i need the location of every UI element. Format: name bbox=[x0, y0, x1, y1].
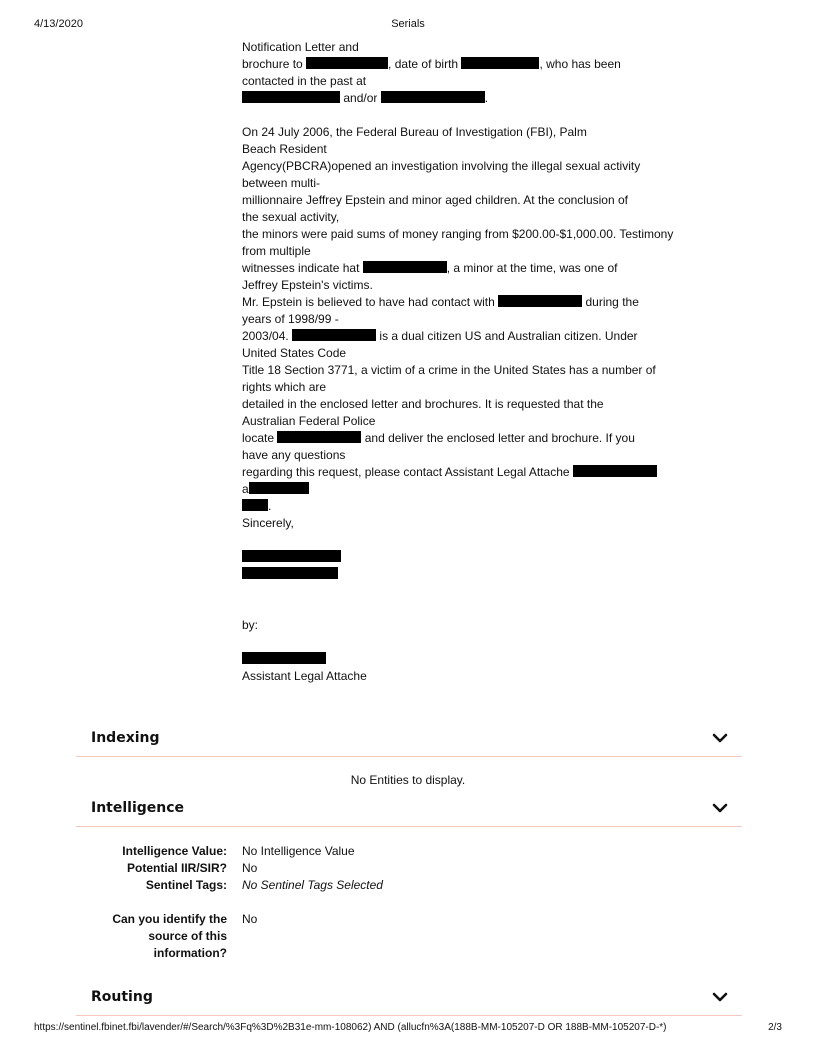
letter-line bbox=[242, 651, 682, 668]
chevron-down-icon[interactable] bbox=[712, 732, 728, 744]
potential-iir-label: Potential IIR/SIR? bbox=[126, 861, 227, 875]
letter-line: a bbox=[242, 481, 682, 498]
redaction-block bbox=[363, 261, 447, 273]
footer-url: https://sentinel.fbinet.fbi/lavender/#/Search/%3Fq%3D%2B31e-mm-108062) AND (allucfn%3A(188B-MM-105207-D OR 188B-MM-105207-D-*) bbox=[34, 1022, 667, 1033]
redaction-block bbox=[292, 329, 376, 341]
chevron-down-icon[interactable] bbox=[712, 802, 728, 814]
intelligence-title: Intelligence bbox=[91, 800, 185, 816]
chevron-down-icon[interactable] bbox=[712, 991, 728, 1003]
routing-title: Routing bbox=[91, 989, 153, 1005]
letter-line: rights which are bbox=[242, 380, 327, 394]
redaction-block bbox=[573, 465, 657, 477]
letter-line: Beach Resident bbox=[242, 142, 327, 156]
redaction-block bbox=[249, 482, 309, 494]
signature-title: Assistant Legal Attache bbox=[242, 669, 367, 683]
sentinel-tags-label: Sentinel Tags: bbox=[145, 878, 227, 892]
letter-line: detailed in the enclosed letter and brochures. It is requested that the bbox=[242, 397, 604, 411]
page-title: Serials bbox=[391, 18, 425, 30]
page-number: 2/3 bbox=[768, 1022, 782, 1033]
letter-line: years of 1998/99 - bbox=[242, 312, 339, 326]
redaction-block bbox=[461, 57, 539, 69]
letter-line: millionnaire Jeffrey Epstein and minor aged children. At the conclusion of bbox=[242, 193, 628, 207]
letter-line: between multi- bbox=[242, 176, 321, 190]
letter-line: brochure to , date of birth , who has been bbox=[242, 57, 621, 71]
intelligence-value: No Intelligence Value bbox=[242, 844, 355, 858]
letter-line: and/or . bbox=[242, 90, 682, 107]
letter-body bbox=[242, 39, 682, 685]
redaction-block bbox=[242, 567, 338, 579]
by-label: by: bbox=[242, 618, 259, 632]
letter-line: Notification Letter and bbox=[242, 40, 359, 54]
redaction-block bbox=[242, 652, 326, 664]
redaction-block bbox=[306, 57, 388, 69]
closing: Sincerely, bbox=[242, 516, 294, 530]
intelligence-value-label: Intelligence Value: bbox=[122, 844, 227, 858]
letter-line: 2003/04. is a dual citizen US and Australian citizen. Under bbox=[242, 329, 638, 343]
letter-line: contacted in the past at bbox=[242, 74, 367, 88]
letter-line: On 24 July 2006, the Federal Bureau of Investigation (FBI), Palm bbox=[242, 125, 587, 139]
redaction-block bbox=[498, 295, 582, 307]
letter-line: Australian Federal Police bbox=[242, 414, 376, 428]
letter-line: Jeffrey Epstein's victims. bbox=[242, 278, 373, 292]
letter-line: Agency(PBCRA)opened an investigation involving the illegal sexual activity bbox=[242, 159, 641, 173]
letter-line: United States Code bbox=[242, 346, 347, 360]
letter-line: witnesses indicate hat , a minor at the time, was one of bbox=[242, 261, 618, 275]
redaction-block bbox=[242, 550, 341, 562]
letter-line: Mr. Epstein is believed to have had contact with during the bbox=[242, 295, 639, 309]
source-label: information? bbox=[153, 946, 227, 960]
letter-line: the sexual activity, bbox=[242, 210, 340, 224]
source-label: Can you identify the bbox=[112, 912, 227, 926]
letter-line: from multiple bbox=[242, 244, 311, 258]
redaction-block bbox=[277, 431, 361, 443]
redaction-block bbox=[242, 91, 340, 103]
sentinel-tags-value: No Sentinel Tags Selected bbox=[242, 878, 383, 892]
source-label: source of this bbox=[148, 929, 227, 943]
no-entities-message: No Entities to display. bbox=[350, 773, 466, 787]
redaction-block bbox=[381, 91, 485, 103]
source-value: No bbox=[242, 912, 258, 926]
indexing-section-header[interactable] bbox=[76, 726, 742, 757]
intelligence-fields bbox=[0, 843, 816, 963]
letter-line: have any questions bbox=[242, 448, 346, 462]
routing-section-header[interactable] bbox=[76, 985, 742, 1016]
print-date: 4/13/2020 bbox=[34, 18, 83, 30]
letter-line: the minors were paid sums of money ranging from $200.00-$1,000.00. Testimony bbox=[242, 227, 674, 241]
redaction-block bbox=[242, 499, 268, 511]
letter-line bbox=[242, 549, 682, 566]
letter-line: locate and deliver the enclosed letter and brochure. If you bbox=[242, 431, 635, 445]
indexing-title: Indexing bbox=[91, 730, 160, 746]
letter-line: . bbox=[242, 498, 682, 515]
letter-line: Title 18 Section 3771, a victim of a crime in the United States has a number of bbox=[242, 363, 656, 377]
letter-line: regarding this request, please contact Assistant Legal Attache bbox=[242, 464, 682, 481]
potential-iir-value: No bbox=[242, 861, 258, 875]
letter-line bbox=[242, 566, 682, 583]
intelligence-section-header[interactable] bbox=[76, 796, 742, 827]
